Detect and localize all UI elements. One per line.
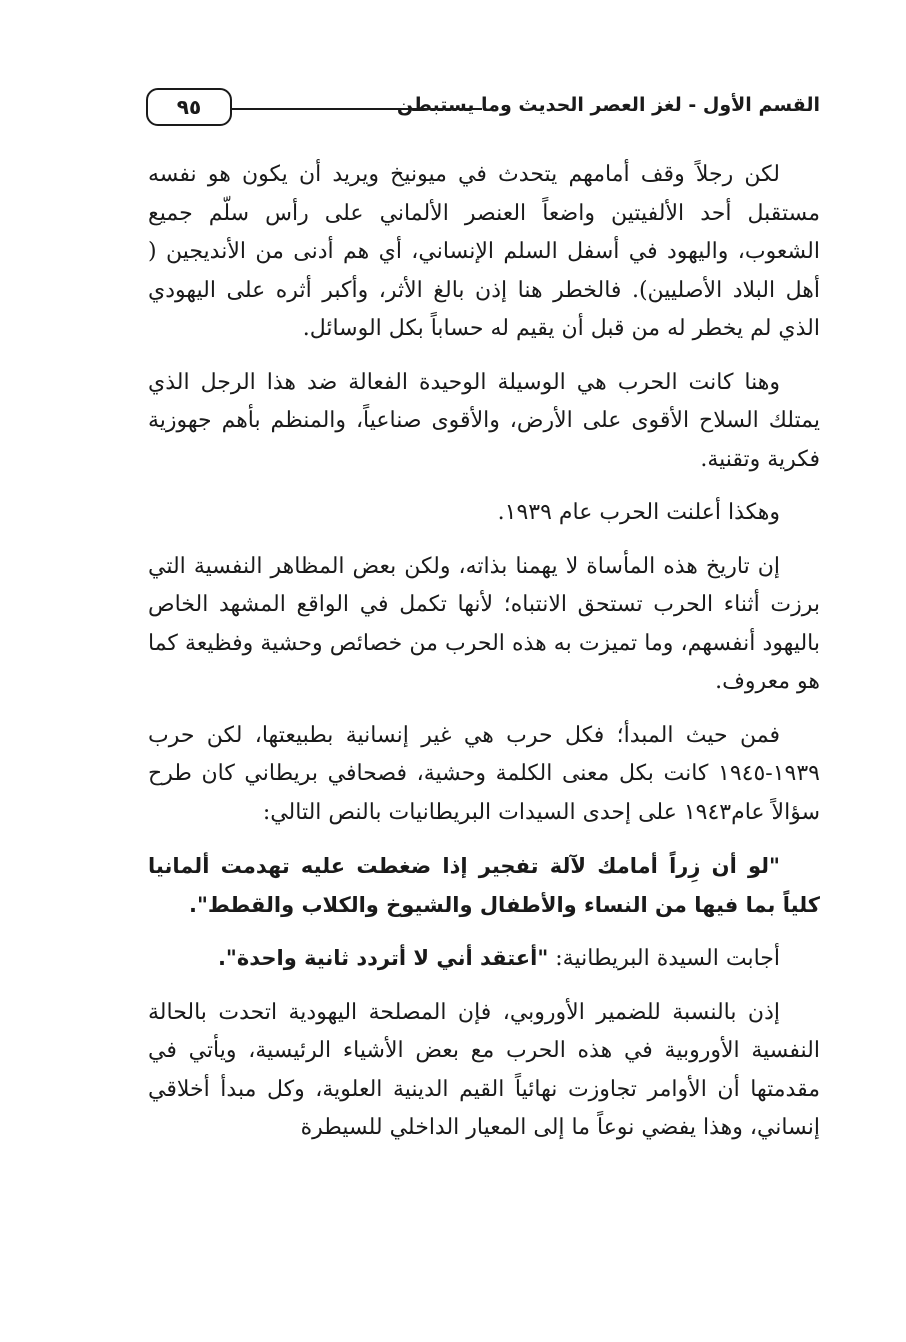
paragraph-3: وهكذا أعلنت الحرب عام ١٩٣٩. — [497, 500, 780, 525]
paragraph-4: إن تاريخ هذه المأساة لا يهمنا بذاته، ولكن بعض المظاهر النفسية التي برزت أثناء الحرب تستحق الانتباه؛ لأنها تكمل في الواقع المشهد الخاص باليهود أنفسهم، وما تميزت به هذه الحرب من خصائص وحشية وفظيعة كما هو معروف. — [148, 553, 820, 694]
page-number: ٩٥ — [146, 88, 232, 126]
answer-intro: أجابت السيدة البريطانية: — [548, 946, 780, 971]
answer-reply: "أعتقد أني لا أتردد ثانية واحدة". — [217, 946, 549, 970]
paragraph-2: وهنا كانت الحرب هي الوسيلة الوحيدة الفعالة ضد هذا الرجل الذي يمتلك السلاح الأقوى على الأرض، والأقوى صناعياً، والمنظم بأهم جهوزية فكرية وتقنية. — [148, 369, 820, 472]
paragraph-1: لكن رجلاً وقف أمامهم يتحدث في ميونيخ ويريد أن يكون هو نفسه مستقبل أحد الألفيتين واضعاً العنصر الألماني على رأس سلّم جميع الشعوب، واليهود في أسفل السلم الإنساني، أي هم أدنى من الأنديجين ( أهل البلاد الأصليين). فالخطر هنا إذن بالغ الأثر، وأكبر أثره على اليهودي الذي لم يخطر له من قبل أن يقيم له حساباً بكل الوسائل. — [148, 162, 820, 341]
page-header — [140, 86, 820, 132]
answer-paragraph — [148, 939, 820, 979]
running-title: القسم الأول - لغز العصر الحديث وما يستبطن — [396, 94, 820, 116]
header-rule — [232, 108, 482, 110]
quoted-question: "لو أن زِراً أمامك لآلة تفجير إذا ضغطت عليه تهدمت ألمانيا كلياً بما فيها من النساء والأطفال والشيوخ والكلاب والقطط". — [148, 854, 820, 917]
paragraph-5: فمن حيث المبدأ؛ فكل حرب هي غير إنسانية بطبيعتها، لكن حرب ١٩٣٩-١٩٤٥ كانت بكل معنى الكلمة وحشية، فصحافي بريطاني كان طرح سؤالاً عام١٩٤٣ على إحدى السيدات البريطانيات بالنص التالي: — [148, 722, 820, 825]
page-body — [148, 156, 820, 1148]
closing-paragraph: إذن بالنسبة للضمير الأوروبي، فإن المصلحة اليهودية اتحدت بالحالة النفسية الأوروبية في هذه الحرب مع بعض الأشياء الرئيسية، ويأتي في مقدمتها أن الأوامر تجاوزت نهائياً القيم الدينية العلوية، وكل مبدأ أخلاقي إنساني، وهذا يفضي نوعاً ما إلى المعيار الداخلي للسيطرة — [148, 999, 820, 1140]
